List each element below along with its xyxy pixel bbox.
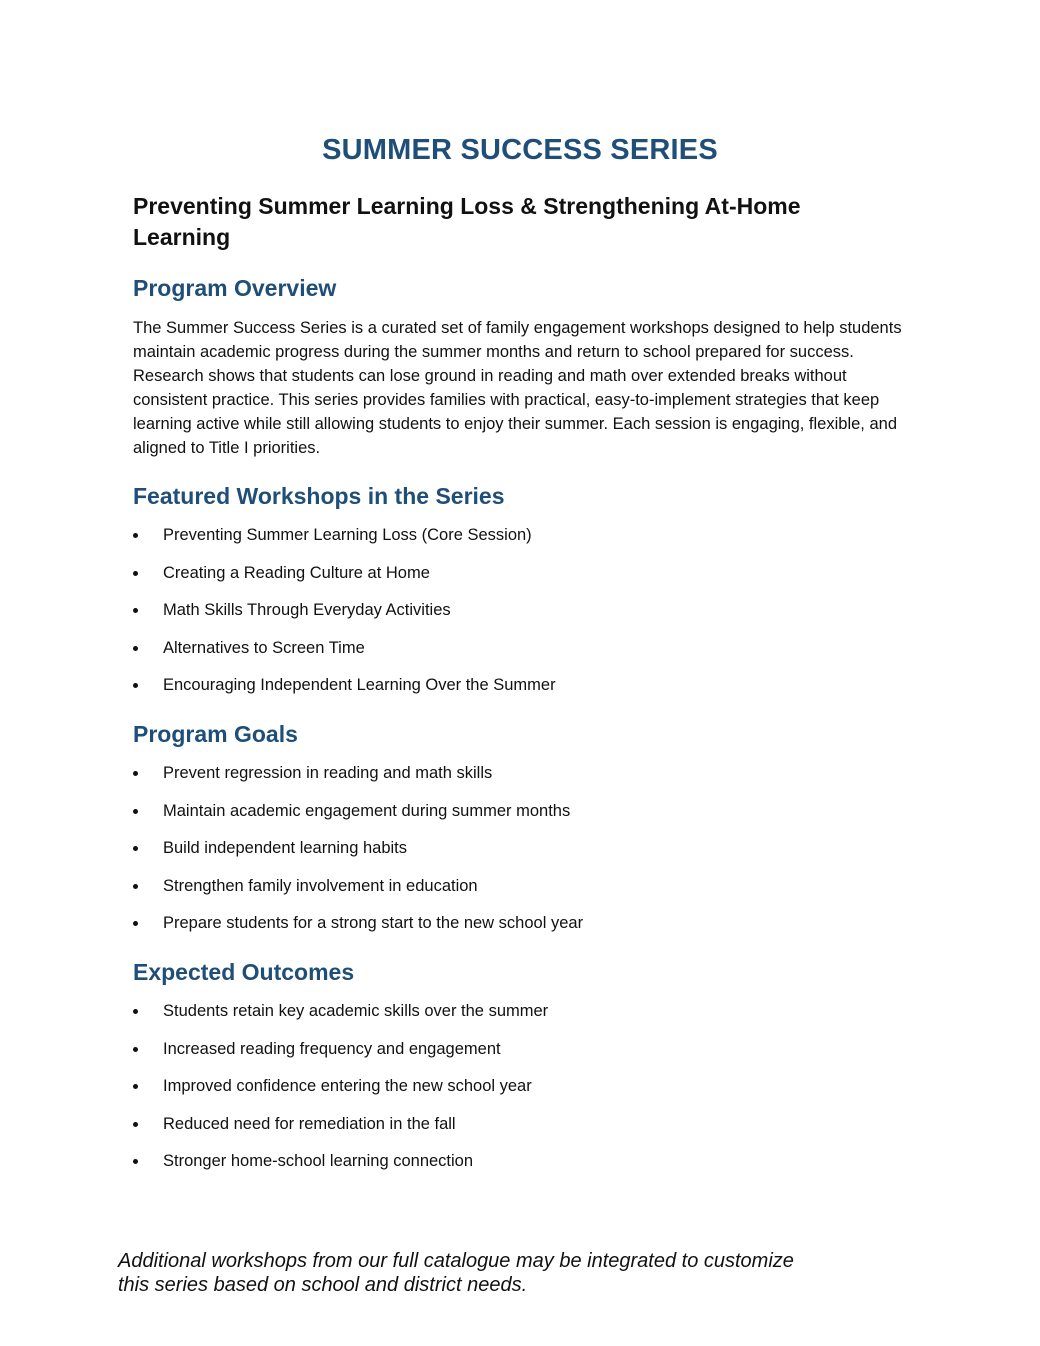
list-item-text: Increased reading frequency and engagement <box>163 1039 501 1058</box>
bullet-icon <box>133 921 138 926</box>
list-item-text: Prepare students for a strong start to the new school year <box>163 914 584 932</box>
list-item <box>133 675 556 713</box>
list-item-text: Students retain key academic skills over the summer <box>163 1002 549 1020</box>
list-item-text: Build independent learning habits <box>163 839 408 857</box>
bullet-icon <box>133 1084 138 1089</box>
bullet-icon <box>133 1009 138 1014</box>
section-heading-workshops: Featured Workshops in the Series <box>133 483 505 509</box>
footnote-line-2: this series based on school and district needs. <box>118 1274 528 1296</box>
list-item <box>133 563 556 601</box>
bullet-icon <box>133 533 138 538</box>
bullet-icon <box>133 646 138 651</box>
workshops-list <box>133 525 556 713</box>
bullet-icon <box>133 771 138 776</box>
bullet-icon <box>133 683 138 688</box>
list-item <box>133 876 583 914</box>
list-item <box>133 1076 548 1114</box>
section-heading-overview: Program Overview <box>133 275 337 301</box>
list-item <box>133 600 556 638</box>
bullet-icon <box>133 608 138 613</box>
list-item <box>133 525 556 563</box>
list-item-text: Math Skills Through Everyday Activities <box>163 601 451 619</box>
list-item-text: Improved confidence entering the new school year <box>163 1077 532 1095</box>
footnote-line-1: Additional workshops from our full catalogue may be integrated to customize <box>118 1250 794 1272</box>
list-item <box>133 1001 548 1039</box>
page-title: SUMMER SUCCESS SERIES <box>322 134 718 166</box>
list-item-text: Prevent regression in reading and math skills <box>163 764 493 782</box>
list-item-text: Reduced need for remediation in the fall <box>163 1114 456 1133</box>
goals-list <box>133 763 583 951</box>
list-item-text: Maintain academic engagement during summer months <box>163 801 571 820</box>
section-heading-outcomes: Expected Outcomes <box>133 959 355 985</box>
list-item <box>133 638 556 676</box>
bullet-icon <box>133 1047 138 1052</box>
bullet-icon <box>133 884 138 889</box>
list-item <box>133 1039 548 1077</box>
section-heading-goals: Program Goals <box>133 721 298 747</box>
list-item-text: Encouraging Independent Learning Over the Summer <box>163 676 556 694</box>
list-item-text: Stronger home-school learning connection <box>163 1152 474 1170</box>
bullet-icon <box>133 1159 138 1164</box>
bullet-icon <box>133 846 138 851</box>
outcomes-list <box>133 1001 548 1189</box>
overview-paragraph: The Summer Success Series is a curated set of family engagement workshops designed to help students maintain academic progress during the summer months and return to school prepared for success. Research shows that students can lose ground in reading and math over extended breaks without consistent practice. This series provides families with practical, easy-to-implement strategies that keep learning active while still allowing students to enjoy their summer. Each session is engaging, flexible, and aligned to Title I priorities. <box>133 319 902 457</box>
list-item <box>133 1114 548 1152</box>
list-item-text: Preventing Summer Learning Loss (Core Session) <box>163 526 532 544</box>
bullet-icon <box>133 809 138 814</box>
list-item <box>133 1151 548 1189</box>
list-item <box>133 838 583 876</box>
page-subtitle: Preventing Summer Learning Loss & Strengthening At-Home Learning <box>133 193 801 250</box>
bullet-icon <box>133 1122 138 1127</box>
list-item <box>133 913 583 951</box>
bullet-icon <box>133 571 138 576</box>
list-item-text: Strengthen family involvement in education <box>163 876 478 895</box>
list-item <box>133 801 583 839</box>
list-item-text: Alternatives to Screen Time <box>163 638 365 657</box>
footnote <box>118 1249 878 1297</box>
list-item <box>133 763 583 801</box>
list-item-text: Creating a Reading Culture at Home <box>163 563 430 582</box>
